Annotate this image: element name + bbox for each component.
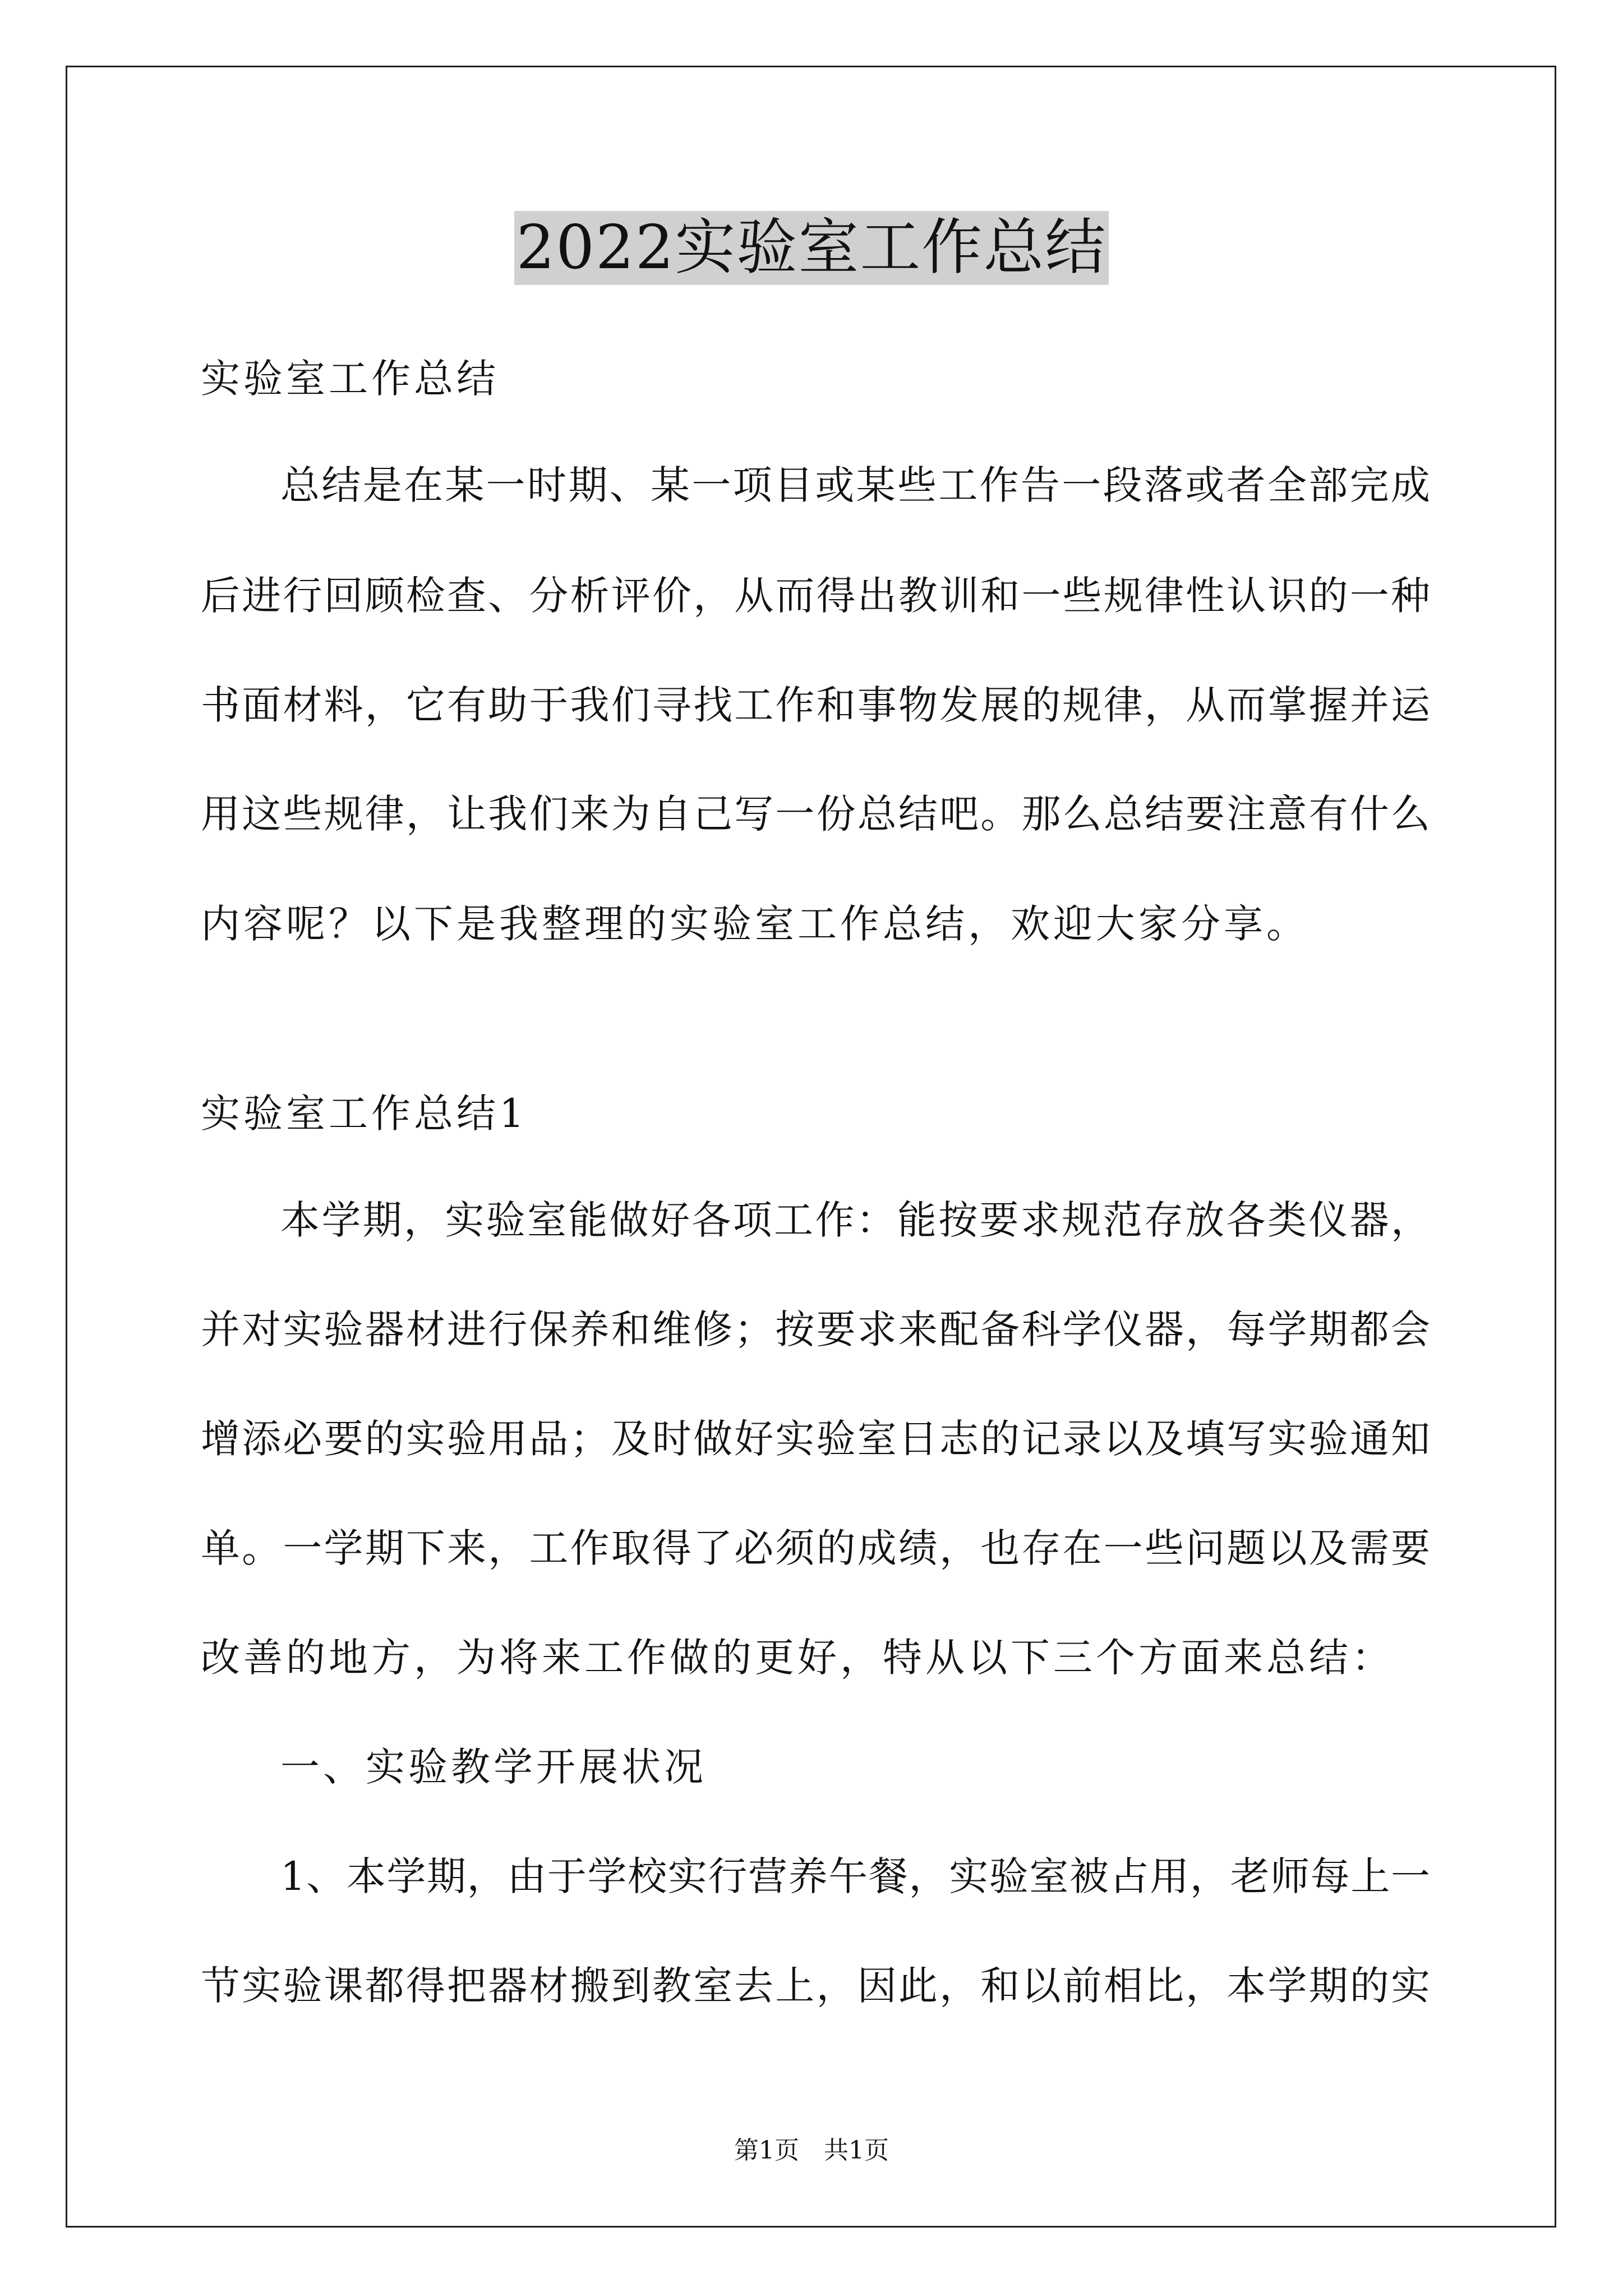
paragraph-line: 后进行回顾检查、分析评价，从而得出教训和一些规律性认识的一种 — [201, 573, 1430, 619]
section-heading: 实验室工作总结 — [201, 356, 499, 402]
paragraph-line: 书面材料，它有助于我们寻找工作和事物发展的规律，从而掌握并运 — [201, 682, 1430, 728]
paragraph-line: 增添必要的实验用品；及时做好实验室日志的记录以及填写实验通知 — [201, 1416, 1430, 1462]
page-footer: 第1页 共1页 — [734, 2136, 889, 2165]
paragraph-line: 内容呢？以下是我整理的实验室工作总结，欢迎大家分享。 — [201, 901, 1309, 947]
paragraph-line: 节实验课都得把器材搬到教室去上，因此，和以前相比，本学期的实 — [201, 1963, 1430, 2009]
paragraph-line: 单。一学期下来，工作取得了必须的成绩，也存在一些问题以及需要 — [201, 1525, 1430, 1571]
paragraph-line: 改善的地方，为将来工作做的更好，特从以下三个方面来总结： — [201, 1635, 1394, 1681]
paragraph-line: 1、本学期，由于学校实行营养午餐，实验室被占用，老师每上一 — [280, 1853, 1430, 1899]
paragraph-line: 总结是在某一时期、某一项目或某些工作告一段落或者全部完成 — [280, 462, 1430, 508]
title-text: 2022实验室工作总结 — [514, 211, 1109, 285]
document-title — [0, 211, 1623, 285]
subsection-heading: 一、实验教学开展状况 — [280, 1744, 707, 1790]
paragraph-line: 本学期，实验室能做好各项工作：能按要求规范存放各类仪器， — [280, 1197, 1430, 1243]
paragraph-line: 用这些规律，让我们来为自己写一份总结吧。那么总结要注意有什么 — [201, 791, 1430, 837]
paragraph-line: 并对实验器材进行保养和维修；按要求来配备科学仪器，每学期都会 — [201, 1306, 1430, 1352]
section-heading: 实验室工作总结1 — [201, 1091, 528, 1137]
